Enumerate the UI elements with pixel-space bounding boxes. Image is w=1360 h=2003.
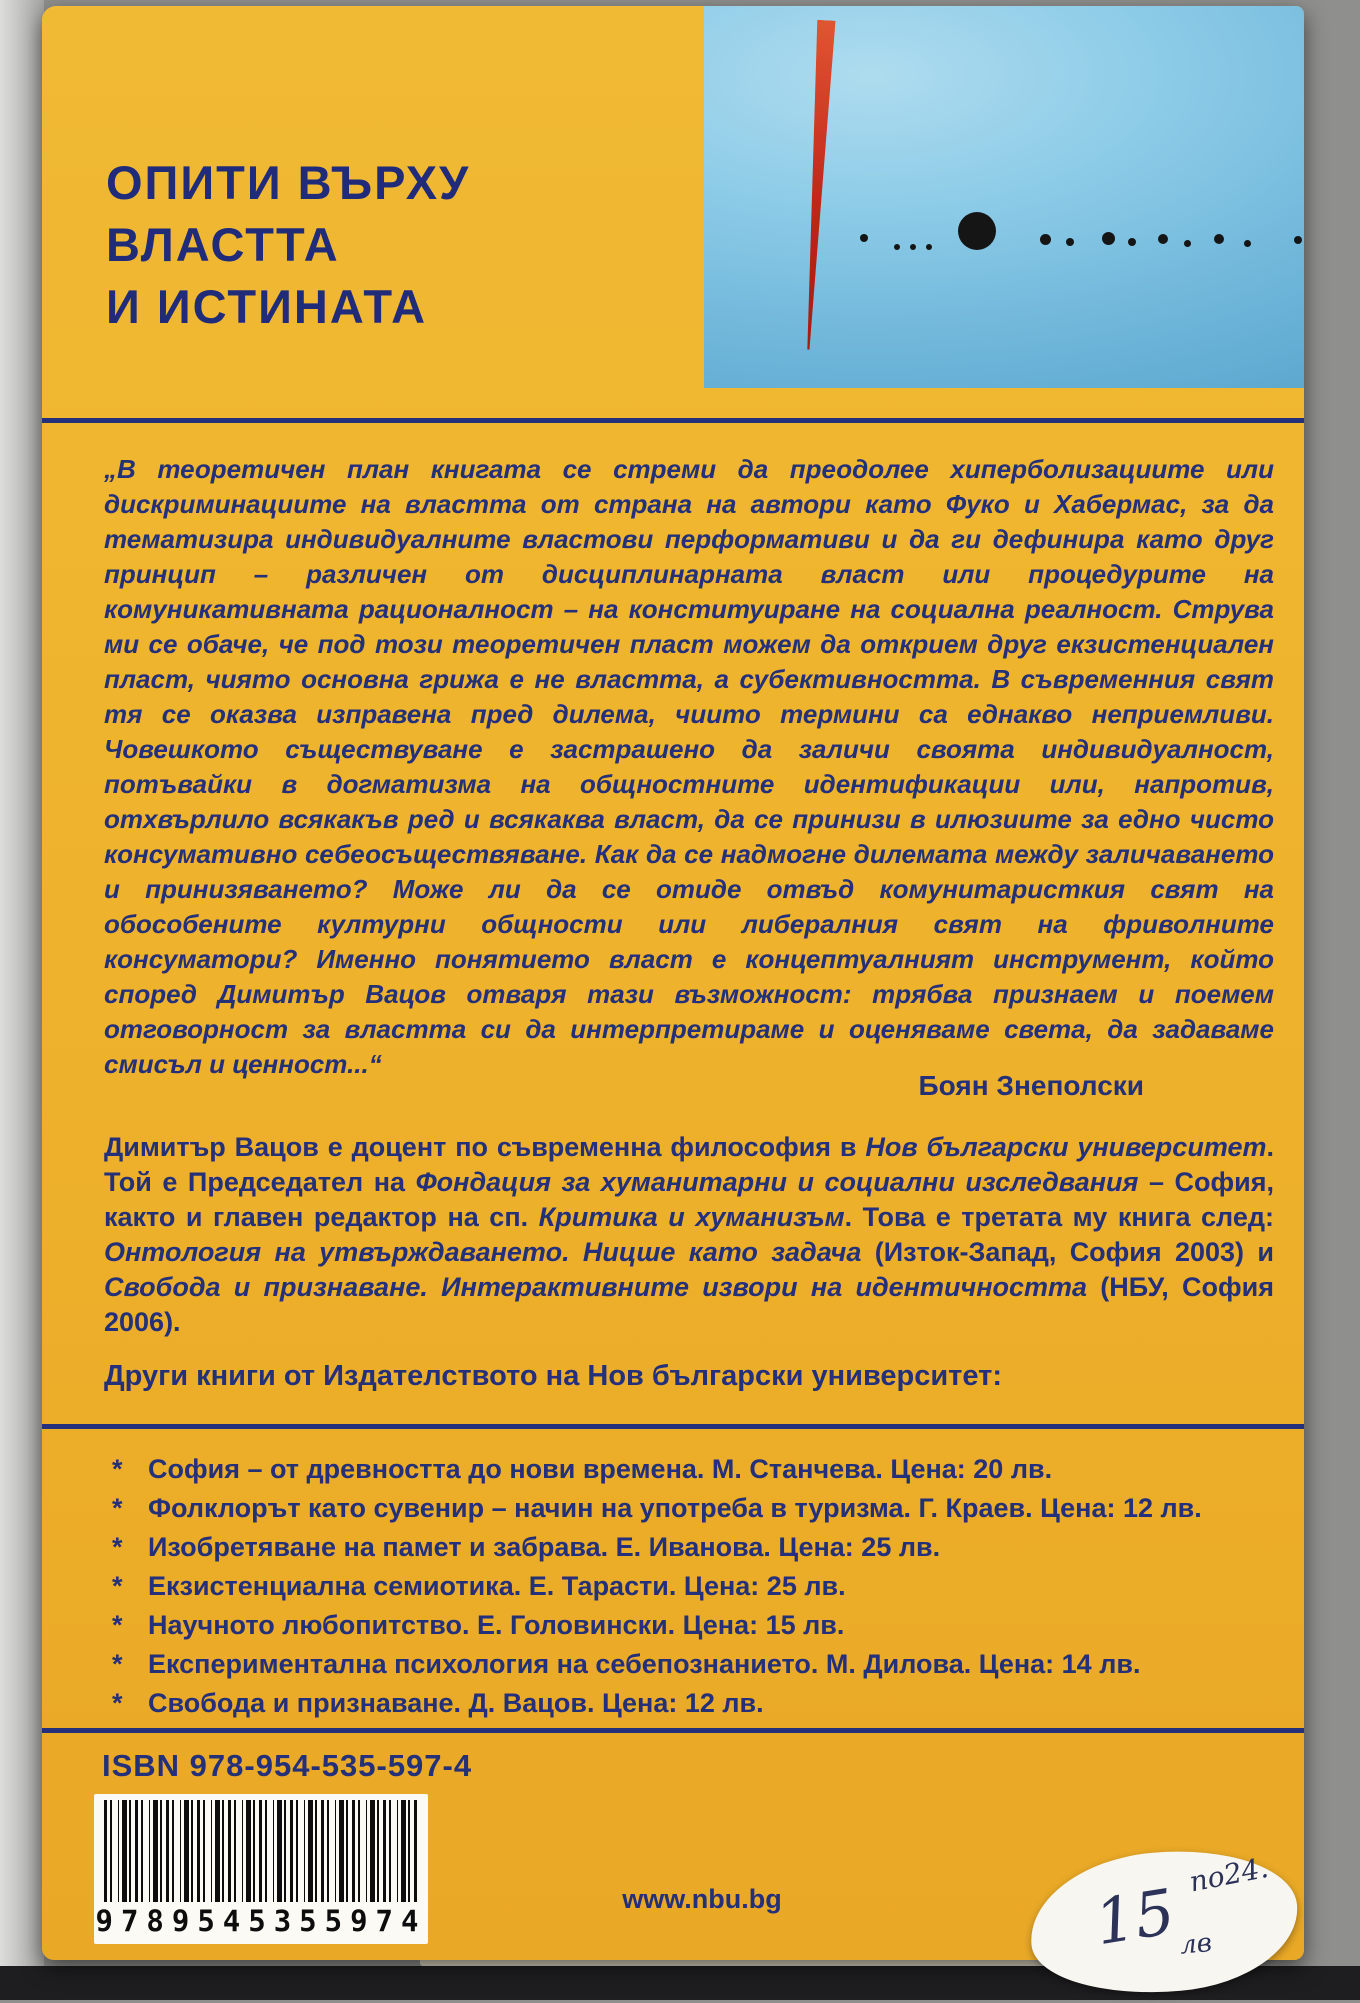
bio-text: е доцент по съвременна философия в: [318, 1132, 866, 1162]
bullet-asterisk: *: [112, 1688, 123, 1718]
book-list-item-text: Фолклорът като сувенир – начин на употреба в туризма. Г. Краев. Цена: 12 лв.: [148, 1493, 1202, 1523]
review-quote: „В теоретичен план книгата се стреми да преодолее хиперболизациите или дискриминациите на властта от страна на автори като Фуко и Хабермас, за да тематизира индивидуалните властови перформативи и да ги дефинира като друг принцип – различен от дисциплинарната власт или процедурите на комуникативната рационалност – на конституиране на социална реалност. Струва ми се обаче, че под този теоретичен пласт можем да открием друг екзистенциален пласт, чиято основна грижа е не властта, а субективността. В съвременния свят тя се оказва изправена пред дилема, чиито термини са еднакво неприемливи. Човешкото съществуване е застрашено да заличи своята индивидуалност, потъвайки в догматизма на общностните идентификации или, напротив, отхвърлило всякакъв ред и всякаква власт, да се принизи в илюзиите за едно чисто консумативно себеосъществяване. Как да се надмогне дилемата между заличаването и принизяването? Може ли да се отиде отвъд комунитаристкия свят на обособените културни общности или либералния свят на фриволните консуматори? Именно понятието власт е концептуалният инструмент, който според Димитър Вацов отваря тази възможност: трябва признаем и поемем отговорност за властта си да интерпретираме и оценяваме света, да задаваме смисъл и ценност...“: [104, 454, 1274, 1079]
artwork-dot: [1214, 234, 1224, 244]
book-list-item-text: Научното любопитство. Е. Головински. Цена: 15 лв.: [148, 1610, 845, 1640]
barcode-bars: [104, 1800, 418, 1902]
artwork-dot: [958, 212, 996, 250]
bio-text: . Това е третата му книга след:: [844, 1202, 1274, 1232]
author-name: Димитър Вацов: [104, 1132, 319, 1162]
book-list-item-text: София – от древността до нови времена. М. Станчева. Цена: 20 лв.: [148, 1454, 1053, 1484]
artwork-red-stroke: [795, 20, 838, 351]
bullet-asterisk: *: [112, 1532, 123, 1562]
book-list-item-text: Свобода и признаване. Д. Вацов. Цена: 12 лв.: [148, 1688, 764, 1718]
book-title-line: И ИСТИНАТА: [106, 280, 428, 333]
artwork-dot: [926, 244, 932, 250]
sticker-handwritten-currency: лв: [1178, 1927, 1213, 1961]
book-list-item: [112, 1567, 1274, 1606]
book-list-item: [112, 1489, 1274, 1528]
bio-book-title: Онтология на утвърждаването. Ницше като задача: [104, 1237, 862, 1267]
artwork-dot: [1184, 240, 1191, 247]
bio-text: (Изток-Запад, София 2003) и: [861, 1237, 1274, 1267]
bio-institution: Нов български университет: [865, 1132, 1267, 1162]
divider-line-bottom: [42, 1728, 1304, 1733]
book-list-item-text: Експериментална психология на себепознанието. М. Дилова. Цена: 14 лв.: [148, 1649, 1141, 1679]
divider-line-middle: [42, 1424, 1304, 1429]
table-surface-left: [0, 0, 44, 2000]
book-list-item: [112, 1645, 1274, 1684]
artwork-dot: [1128, 238, 1136, 246]
book-back-cover: [42, 6, 1304, 1960]
quote-attribution: Боян Знеполски: [918, 1070, 1144, 1101]
artwork-dot: [1040, 234, 1051, 245]
artwork-dot: [1158, 234, 1168, 244]
bio-book-title: Свобода и признаване. Интерактивните извори на идентичността: [104, 1272, 1088, 1302]
bullet-asterisk: *: [112, 1610, 123, 1640]
bio-text: – София, както и главен редактор на сп.: [104, 1167, 1274, 1232]
artwork-dot: [1066, 238, 1074, 246]
artwork-dot: [1244, 240, 1251, 247]
book-title-line: ВЛАСТТА: [106, 218, 340, 271]
book-list-item: [112, 1606, 1274, 1645]
other-books-list: [112, 1450, 1274, 1723]
artwork-dot: [894, 244, 900, 250]
other-books-heading: Други книги от Издателството на Нов български университет:: [104, 1360, 1002, 1392]
artwork-dot: [910, 244, 916, 250]
book-list-item-text: Изобретяване на памет и забрава. Е. Иванова. Цена: 25 лв.: [148, 1532, 941, 1562]
bio-journal: Критика и хуманизъм: [538, 1202, 845, 1232]
artwork-dot: [1102, 232, 1115, 245]
sticker-handwritten-price: 15: [1090, 1874, 1180, 1960]
book-list-item-text: Екзистенциална семиотика. Е. Тарасти. Цена: 25 лв.: [148, 1571, 846, 1601]
divider-line-top: [42, 418, 1304, 423]
book-title: [106, 152, 470, 338]
book-title-line: ОПИТИ ВЪРХУ: [106, 156, 471, 209]
bullet-asterisk: *: [112, 1493, 123, 1523]
book-list-item: [112, 1450, 1274, 1489]
bullet-asterisk: *: [112, 1454, 123, 1484]
publisher-website: www.nbu.bg: [622, 1884, 782, 1914]
bio-text: (НБУ, София 2006).: [104, 1272, 1274, 1337]
barcode: [94, 1794, 428, 1944]
bullet-asterisk: *: [112, 1649, 123, 1679]
book-list-item: [112, 1528, 1274, 1567]
author-bio: [104, 1130, 1274, 1340]
bio-text: . Той е Председател на: [104, 1132, 1275, 1197]
barcode-digits: 9789545355974: [95, 1904, 427, 1938]
bullet-asterisk: *: [112, 1571, 123, 1601]
bio-foundation: Фондация за хуманитарни и социални изследвания: [415, 1167, 1139, 1197]
sticker-handwritten-note: по24.: [1186, 1850, 1271, 1899]
book-list-item: [112, 1684, 1274, 1723]
artwork-dot: [1294, 236, 1302, 244]
cover-artwork-painting: [704, 6, 1304, 388]
isbn-text: ISBN 978-954-535-597-4: [102, 1748, 473, 1783]
artwork-dot: [860, 234, 868, 242]
